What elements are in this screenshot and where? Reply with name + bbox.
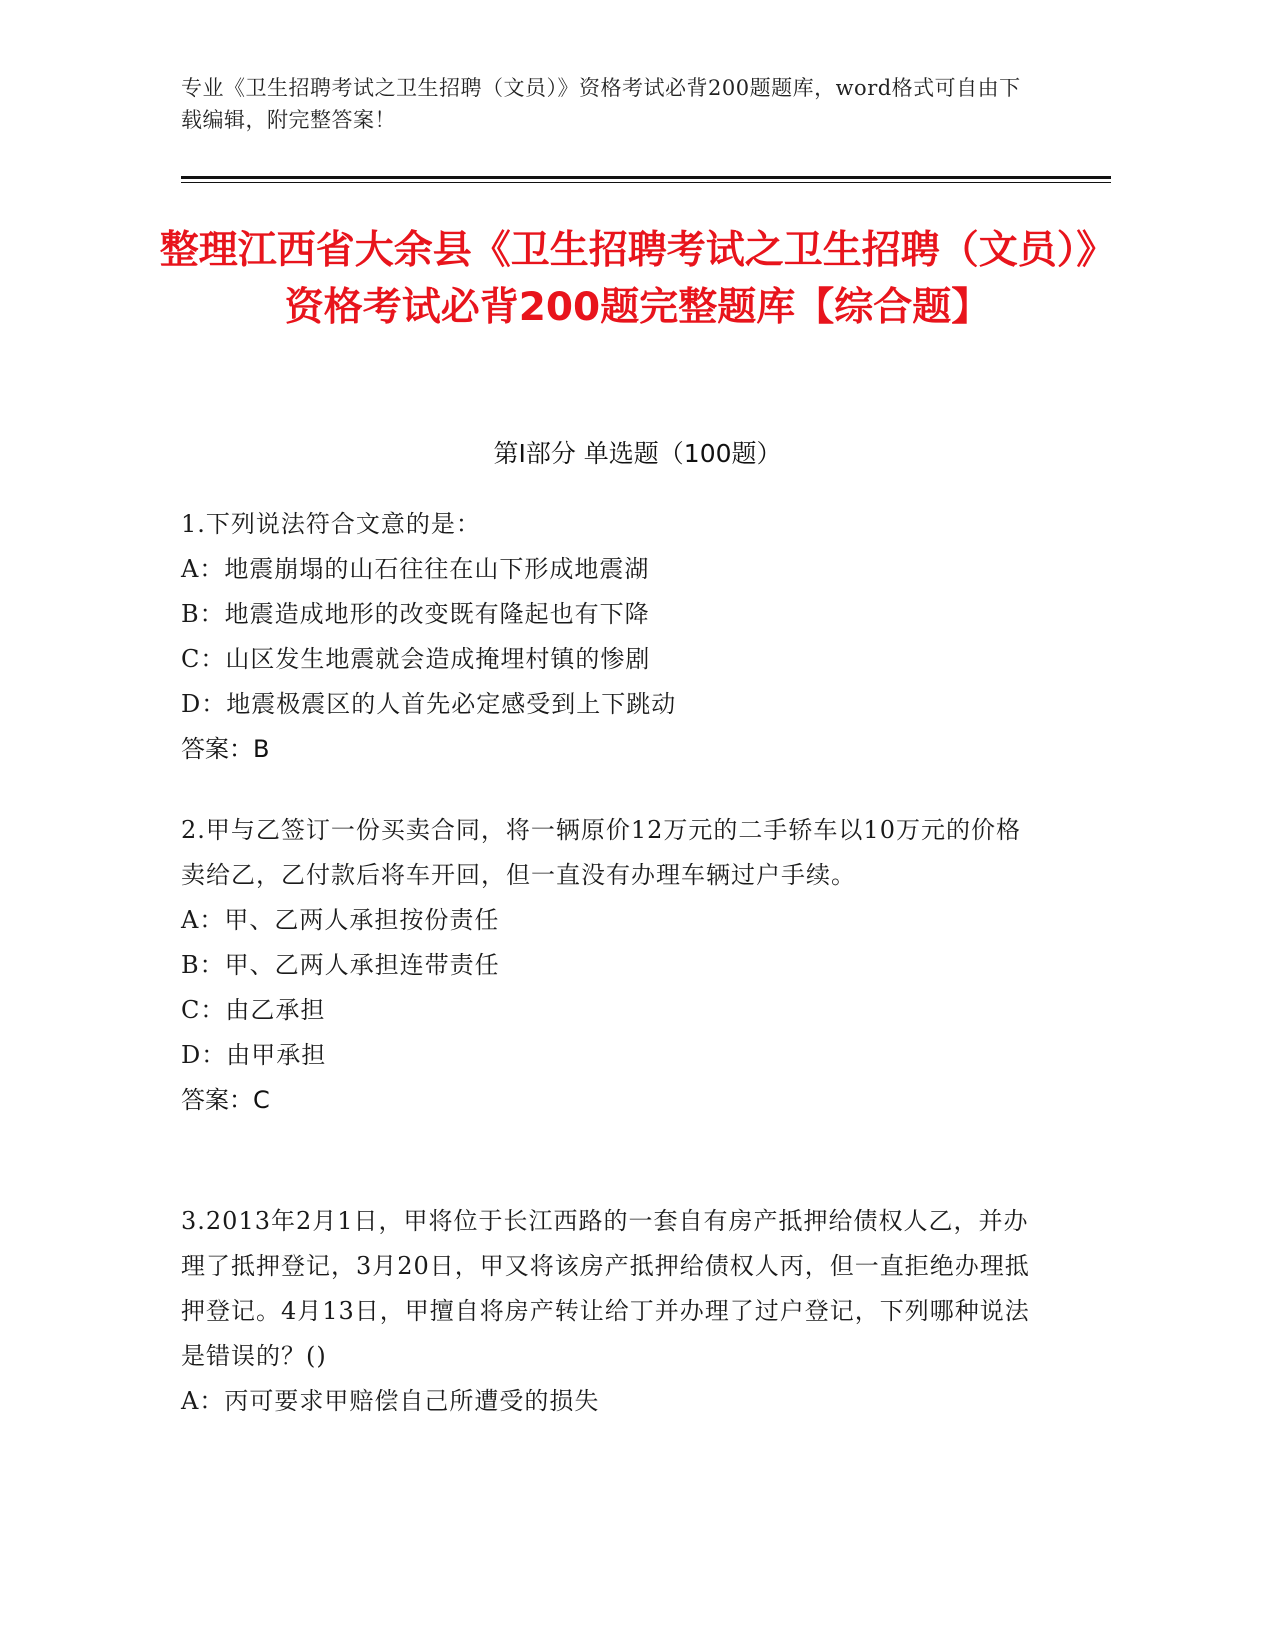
answer-line: 答案：C: [181, 1086, 270, 1114]
option-a: A：地震崩塌的山石往往在山下形成地震湖: [181, 555, 650, 583]
header-divider-thin: [181, 182, 1111, 183]
option-d: D：地震极震区的人首先必定感受到上下跳动: [181, 690, 677, 718]
header-divider-thick: [181, 176, 1111, 179]
option-a: A：甲、乙两人承担按份责任: [181, 906, 500, 934]
option-b: B：甲、乙两人承担连带责任: [181, 951, 500, 979]
section-heading: 第Ⅰ部分 单选题（100题）: [493, 439, 782, 468]
header-note: 专业《卫生招聘考试之卫生招聘（文员）》资格考试必背200题题库，word格式可自由下载编辑，附完整答案！: [181, 76, 1021, 132]
question-stem: 3.2013年2月1日，甲将位于长江西路的一套自有房产抵押给债权人乙，并办理了抵押登记，3月20日，甲又将该房产抵押给债权人丙，但一直拒绝办理抵押登记。4月13日，甲擅自将房产转让给丁并办理了过户登记，下列哪种说法是错误的？(): [181, 1207, 1030, 1370]
question-stem: 1.下列说法符合文意的是：: [181, 510, 481, 538]
question-3: [181, 1199, 1041, 1424]
question-1: [181, 502, 1041, 772]
answer-line: 答案：B: [181, 735, 270, 763]
option-c: C：山区发生地震就会造成掩埋村镇的惨剧: [181, 645, 651, 673]
option-a: A：丙可要求甲赔偿自己所遭受的损失: [181, 1387, 600, 1415]
document-title: 整理江西省大余县《卫生招聘考试之卫生招聘（文员）》资格考试必背200题完整题库【综合题】: [159, 228, 1116, 330]
question-stem: 2.甲与乙签订一份买卖合同，将一辆原价12万元的二手轿车以10万元的价格卖给乙，乙付款后将车开回，但一直没有办理车辆过户手续。: [181, 816, 1021, 889]
option-d: D：由甲承担: [181, 1041, 327, 1069]
question-2: [181, 808, 1041, 1123]
option-c: C：由乙承担: [181, 996, 326, 1024]
option-b: B：地震造成地形的改变既有隆起也有下降: [181, 600, 650, 628]
